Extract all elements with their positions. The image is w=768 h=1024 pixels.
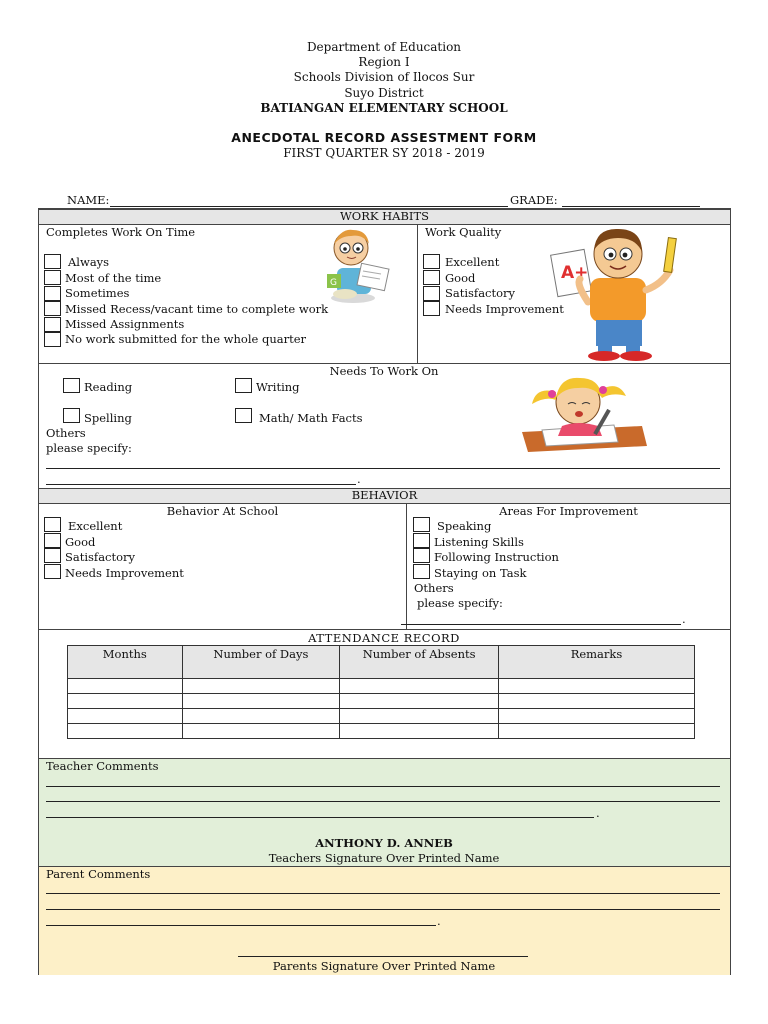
work-habits-band: WORK HABITS: [39, 209, 730, 225]
checkbox-missed-assignments[interactable]: [44, 317, 61, 332]
option-label: Math/ Math Facts: [259, 411, 363, 425]
table-cell[interactable]: [340, 709, 499, 724]
col-days: Number of Days: [182, 646, 340, 679]
option-label: Needs Improvement: [445, 302, 564, 316]
parent-signature-line[interactable]: [238, 956, 528, 957]
checkbox-listening[interactable]: [413, 533, 430, 548]
table-row: [68, 724, 695, 739]
checkbox-good[interactable]: [423, 270, 440, 285]
needs-specify-line-2[interactable]: [46, 484, 356, 485]
grade-label: GRADE:: [510, 193, 558, 207]
table-cell[interactable]: [182, 709, 340, 724]
table-cell[interactable]: [498, 709, 694, 724]
option-label: Spelling: [84, 411, 132, 425]
parent-comments-label: Parent Comments: [46, 867, 151, 881]
option-label: Missed Recess/vacant time to complete work: [65, 302, 329, 316]
table-cell[interactable]: [498, 724, 694, 739]
table-cell[interactable]: [68, 694, 183, 709]
svg-text:A+: A+: [561, 263, 589, 283]
teacher-comment-line-3[interactable]: [46, 817, 594, 818]
name-label: NAME:: [67, 193, 110, 207]
option-label: Excellent: [68, 519, 123, 533]
option-label: Most of the time: [65, 271, 162, 285]
table-row: [68, 694, 695, 709]
table-cell[interactable]: [68, 679, 183, 694]
parent-signature-label: Parents Signature Over Printed Name: [272, 959, 496, 973]
teacher-comment-line-2[interactable]: [46, 801, 720, 802]
table-row: [68, 679, 695, 694]
option-label: Listening Skills: [434, 535, 524, 549]
option-label: Reading: [84, 380, 133, 394]
teacher-comment-line-1[interactable]: [46, 786, 720, 787]
option-label: Excellent: [445, 255, 500, 269]
option-label: Sometimes: [65, 286, 130, 300]
option-label: No work submitted for the whole quarter: [65, 332, 307, 346]
table-cell[interactable]: [182, 694, 340, 709]
teacher-comments-label: Teacher Comments: [46, 759, 159, 773]
behavior-band: BEHAVIOR: [39, 488, 730, 504]
table-cell[interactable]: [68, 724, 183, 739]
attendance-title: ATTENDANCE RECORD: [308, 631, 460, 645]
department: Department of Education: [306, 40, 462, 54]
option-label: Following Instruction: [434, 550, 559, 564]
checkbox-satisfactory[interactable]: [423, 286, 440, 301]
parent-comment-line-2[interactable]: [46, 909, 720, 910]
checkbox-staying-on-task[interactable]: [413, 564, 430, 579]
table-cell[interactable]: [340, 679, 499, 694]
needs-title: Needs To Work On: [329, 364, 439, 378]
attendance-header-row: [68, 646, 695, 679]
checkbox-behavior-good[interactable]: [44, 533, 61, 548]
needs-specify-line-1[interactable]: [46, 468, 720, 469]
others-label: Others: [414, 581, 454, 595]
end-mark: .: [437, 914, 441, 928]
boy-reading-icon: [323, 226, 393, 304]
checkbox-behavior-excellent[interactable]: [44, 517, 61, 532]
table-cell[interactable]: [340, 724, 499, 739]
end-mark: .: [682, 612, 686, 626]
option-label: Writing: [256, 380, 300, 394]
quality-title: Work Quality: [425, 225, 502, 239]
others-label: Others: [46, 426, 86, 440]
checkbox-writing[interactable]: [235, 378, 252, 393]
col-remarks: Remarks: [498, 646, 694, 679]
quarter: FIRST QUARTER SY 2018 - 2019: [283, 146, 485, 160]
option-label: Always: [68, 255, 110, 269]
girl-writing-icon: [522, 370, 647, 452]
option-label: Good: [65, 535, 96, 549]
checkbox-excellent[interactable]: [423, 254, 440, 269]
checkbox-behavior-needs-improvement[interactable]: [44, 564, 61, 579]
option-label: Missed Assignments: [65, 317, 185, 331]
checkbox-behavior-satisfactory[interactable]: [44, 548, 61, 563]
region: Region I: [358, 55, 410, 69]
improvement-specify-line[interactable]: [401, 624, 681, 625]
table-cell[interactable]: [340, 694, 499, 709]
option-label: Staying on Task: [434, 566, 527, 580]
checkbox-no-work[interactable]: [44, 332, 61, 347]
option-label: Satisfactory: [445, 286, 516, 300]
table-cell[interactable]: [182, 679, 340, 694]
district: Suyo District: [344, 86, 424, 100]
behavior-school-title: Behavior At School: [166, 504, 279, 518]
table-cell[interactable]: [498, 694, 694, 709]
option-label: Speaking: [437, 519, 492, 533]
checkbox-math[interactable]: [235, 408, 252, 423]
end-mark: .: [596, 806, 600, 820]
completes-title: Completes Work On Time: [46, 225, 196, 239]
checkbox-following-instruction[interactable]: [413, 548, 430, 563]
svg-text:G: G: [330, 278, 337, 288]
checkbox-speaking[interactable]: [413, 517, 430, 532]
name-field[interactable]: [110, 206, 508, 207]
checkbox-always[interactable]: [44, 254, 61, 269]
checkbox-reading[interactable]: [63, 378, 80, 393]
table-cell[interactable]: [68, 709, 183, 724]
parent-comment-line-1[interactable]: [46, 893, 720, 894]
option-label: Needs Improvement: [65, 566, 184, 580]
teacher-signature-label: Teachers Signature Over Printed Name: [268, 851, 500, 865]
boy-with-grade-paper-icon: [550, 224, 690, 362]
specify-label: please specify:: [417, 596, 503, 610]
checkbox-needs-improvement[interactable]: [423, 301, 440, 316]
checkbox-most-time[interactable]: [44, 270, 61, 285]
option-label: Good: [445, 271, 476, 285]
end-mark: .: [357, 472, 361, 486]
form-title: ANECDOTAL RECORD ASSESTMENT FORM: [231, 130, 537, 145]
checkbox-spelling[interactable]: [63, 408, 80, 423]
improvement-title: Areas For Improvement: [499, 504, 638, 518]
option-label: Satisfactory: [65, 550, 136, 564]
attendance-table: [67, 645, 695, 739]
checkbox-sometimes[interactable]: [44, 286, 61, 301]
table-row: [68, 709, 695, 724]
division: Schools Division of Ilocos Sur: [293, 70, 475, 84]
col-absents: Number of Absents: [340, 646, 499, 679]
grade-field[interactable]: [562, 206, 700, 207]
col-months: Months: [68, 646, 183, 679]
table-cell[interactable]: [498, 679, 694, 694]
parent-comment-line-3[interactable]: [46, 925, 436, 926]
teacher-name: ANTHONY D. ANNEB: [315, 836, 453, 850]
specify-label: please specify:: [46, 441, 132, 455]
table-cell[interactable]: [182, 724, 340, 739]
school-name: BATIANGAN ELEMENTARY SCHOOL: [260, 101, 508, 115]
checkbox-missed-recess[interactable]: [44, 301, 61, 316]
